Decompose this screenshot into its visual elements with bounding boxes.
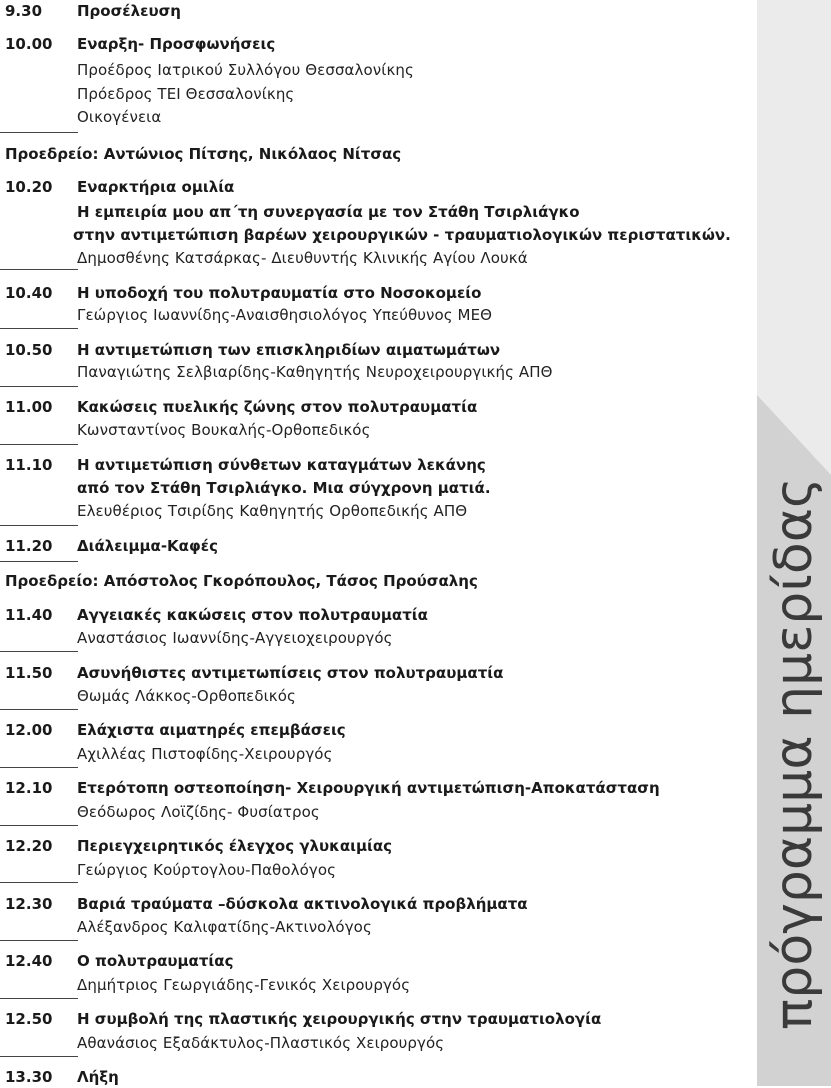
entry-speaker: Γεώργιος Κούρτογλου-Παθολόγος xyxy=(77,861,337,879)
entry-title: Ετερότοπη οστεοποίηση- Χειρουργική αντιμετώπιση-Αποκατάσταση xyxy=(77,779,660,797)
separator-line xyxy=(0,328,78,329)
entry-time: 12.50 xyxy=(5,1010,53,1028)
entry-speaker: Θωμάς Λάκκος-Ορθοπεδικός xyxy=(77,687,296,705)
separator-line xyxy=(0,767,78,768)
entry-time: 10.50 xyxy=(5,341,53,359)
side-title: πρόγραμμα ημερίδας xyxy=(764,477,824,1030)
entry-speaker: Οικογένεια xyxy=(77,108,162,126)
separator-line xyxy=(0,386,78,387)
entry-time: 12.00 xyxy=(5,721,53,739)
entry-time: 11.40 xyxy=(5,606,53,624)
entry-time: 12.10 xyxy=(5,779,53,797)
entry-speaker: Δημοσθένης Κατσάρκας- Διευθυντής Κλινικής Αγίου Λουκά xyxy=(77,249,528,267)
entry-title: Η αντιμετώπιση των επισκληριδίων αιματωμάτων xyxy=(77,341,501,359)
entry-title: Ο πολυτραυματίας xyxy=(77,952,234,970)
entry-title: Λήξη xyxy=(77,1068,119,1086)
separator-line xyxy=(0,525,78,526)
entry-time: 11.00 xyxy=(5,398,53,416)
separator-line xyxy=(0,651,78,652)
separator-line xyxy=(0,561,78,562)
presidium-line: Προεδρείο: Απόστολος Γκορόπουλος, Τάσος Προύσαλης xyxy=(5,572,478,590)
entry-speaker: Πρόεδρος ΤΕΙ Θεσσαλονίκης xyxy=(77,85,295,103)
entry-time: 11.20 xyxy=(5,537,53,555)
entry-speaker: Παναγιώτης Σελβιαρίδης-Καθηγητής Νευροχειρουργικής ΑΠΘ xyxy=(77,363,553,381)
entry-speaker: Αλέξανδρος Καλιφατίδης-Ακτινολόγος xyxy=(77,918,372,936)
entry-speaker: Δημήτριος Γεωργιάδης-Γενικός Χειρουργός xyxy=(77,976,411,994)
separator-line xyxy=(0,940,78,941)
entry-speaker: Ελευθέριος Τσιρίδης Καθηγητής Ορθοπεδικής ΑΠΘ xyxy=(77,502,468,520)
separator-line xyxy=(0,132,78,133)
entry-speaker: Θεόδωρος Λοϊζίδης- Φυσίατρος xyxy=(77,803,320,821)
entry-time: 13.30 xyxy=(5,1068,53,1086)
entry-title-line-2: Η εμπειρία μου απ΄τη συνεργασία με τον Στάθη Τσιρλιάγκο xyxy=(77,203,580,221)
separator-line xyxy=(0,825,78,826)
entry-time: 12.40 xyxy=(5,952,53,970)
entry-speaker: Αναστάσιος Ιωαννίδης-Αγγειοχειρουργός xyxy=(77,629,393,647)
separator-line xyxy=(0,998,78,999)
entry-time: 11.10 xyxy=(5,456,53,474)
entry-title: Διάλειμμα-Καφές xyxy=(77,537,218,555)
entry-time: 10.40 xyxy=(5,284,53,302)
separator-line xyxy=(0,1056,78,1057)
entry-title: Περιεγχειρητικός έλεγχος γλυκαιμίας xyxy=(77,837,393,855)
separator-line xyxy=(0,269,78,270)
separator-line xyxy=(0,709,78,710)
entry-title: Η συμβολή της πλαστικής χειρουργικής στην τραυματιολογία xyxy=(77,1010,602,1028)
entry-title: Προσέλευση xyxy=(77,2,181,20)
entry-title: Εναρκτήρια ομιλία xyxy=(77,178,235,196)
entry-speaker: Προέδρος Ιατρικού Συλλόγου Θεσσαλονίκης xyxy=(77,61,414,79)
side-panel-corner xyxy=(757,395,831,475)
entry-title-line-2: από τον Στάθη Τσιρλιάγκο. Μια σύγχρονη ματιά. xyxy=(77,479,491,497)
entry-title-line-3: στην αντιμετώπιση βαρέων χειρουργικών - τραυματιολογικών περιστατικών. xyxy=(73,226,731,244)
entry-title: Η αντιμετώπιση σύνθετων καταγμάτων λεκάνης xyxy=(77,456,486,474)
entry-speaker: Κωνσταντίνος Βουκαλής-Ορθοπεδικός xyxy=(77,421,371,439)
entry-title: Αγγειακές κακώσεις στον πολυτραυματία xyxy=(77,606,428,624)
entry-speaker: Αθανάσιος Εξαδάκτυλος-Πλαστικός Χειρουργός xyxy=(77,1034,445,1052)
entry-time: 12.20 xyxy=(5,837,53,855)
entry-time: 12.30 xyxy=(5,895,53,913)
entry-speaker: Γεώργιος Ιωαννίδης-Αναισθησιολόγος Υπεύθυνος ΜΕΘ xyxy=(77,306,493,324)
entry-title: Ελάχιστα αιματηρές επεμβάσεις xyxy=(77,721,346,739)
separator-line xyxy=(0,882,78,883)
entry-title: Η υποδοχή του πολυτραυματία στο Νοσοκομείο xyxy=(77,284,482,302)
entry-title: Εναρξη- Προσφωνήσεις xyxy=(77,35,276,53)
entry-title: Βαριά τραύματα –δύσκολα ακτινολογικά προβλήματα xyxy=(77,895,528,913)
entry-title: Ασυνήθιστες αντιμετωπίσεις στον πολυτραυματία xyxy=(77,664,504,682)
entry-speaker: Αχιλλέας Πιστοφίδης-Χειρουργός xyxy=(77,745,333,763)
entry-time: 10.20 xyxy=(5,178,53,196)
entry-title: Κακώσεις πυελικής ζώνης στον πολυτραυματία xyxy=(77,398,478,416)
presidium-line: Προεδρείο: Αντώνιος Πίτσης, Νικόλαος Νίτσας xyxy=(5,145,402,163)
separator-line xyxy=(0,444,78,445)
entry-time: 9.30 xyxy=(5,2,43,20)
entry-time: 11.50 xyxy=(5,664,53,682)
entry-time: 10.00 xyxy=(5,35,53,53)
